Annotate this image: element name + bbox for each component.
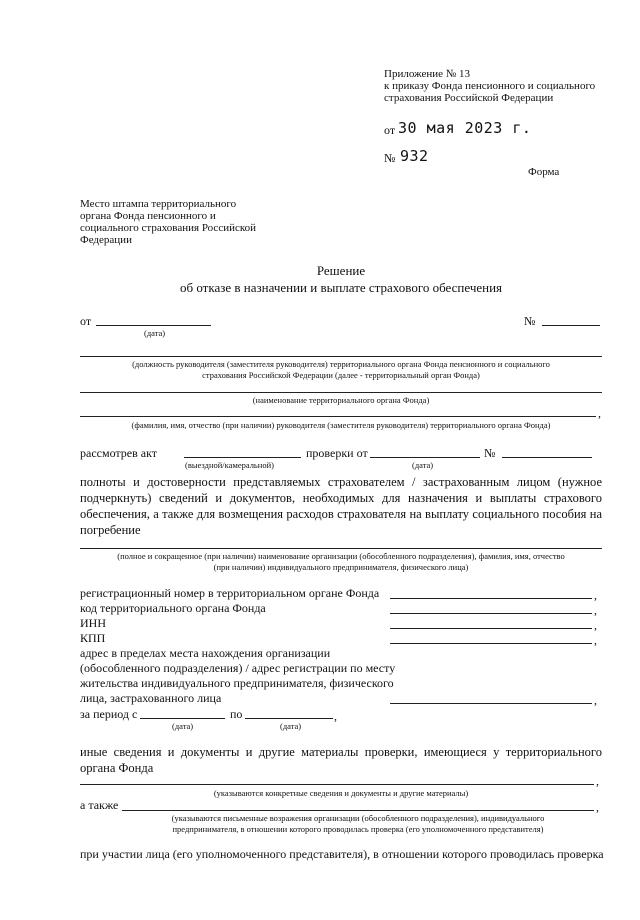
period-from-caption: (дата) bbox=[172, 721, 194, 731]
decision-date-label: от bbox=[80, 314, 92, 328]
order-date: 30 мая 2023 г. bbox=[398, 119, 532, 137]
address-label-2: (обособленного подразделения) / адрес регистрации по месту bbox=[80, 661, 396, 675]
address-label: адрес в пределах места нахождения организации bbox=[80, 646, 331, 660]
check-date-field[interactable] bbox=[370, 457, 480, 458]
appendix-number: Приложение № 13 bbox=[384, 68, 471, 80]
order-reference-2: страхования Российской Федерации bbox=[384, 92, 554, 104]
head-fio-field[interactable] bbox=[80, 416, 596, 417]
kpp-field[interactable] bbox=[390, 643, 592, 644]
participation-paragraph: при участии лица (его уполномоченного представителя), в отношении которого проводилась проверка bbox=[80, 847, 604, 861]
other-materials-caption: (указываются конкретные сведения и документы и другие материалы) bbox=[213, 788, 469, 798]
reg-number-label: регистрационный номер в территориальном органе Фонда bbox=[80, 586, 380, 600]
office-code-field[interactable] bbox=[390, 613, 592, 614]
check-date-caption: (дата) bbox=[412, 460, 434, 470]
stamp-line: социального страхования Российской bbox=[80, 222, 257, 234]
reg-number-field[interactable] bbox=[390, 598, 592, 599]
comma: , bbox=[594, 633, 597, 647]
period-from-field[interactable] bbox=[140, 718, 225, 719]
comma: , bbox=[596, 800, 599, 814]
address-label-4: лица, застрахованного лица bbox=[80, 691, 222, 705]
inn-label: ИНН bbox=[80, 616, 106, 630]
stamp-line: органа Фонда пенсионного и bbox=[80, 210, 216, 222]
decision-date-caption: (дата) bbox=[144, 328, 166, 338]
document-title: Решение bbox=[316, 263, 366, 278]
office-name-field[interactable] bbox=[80, 392, 602, 393]
order-number-prefix: № bbox=[384, 151, 396, 165]
decision-number-field[interactable] bbox=[542, 325, 600, 326]
act-type-field[interactable] bbox=[184, 457, 301, 458]
period-to-field[interactable] bbox=[245, 718, 333, 719]
comma: , bbox=[594, 693, 597, 707]
period-from-label: за период с bbox=[80, 707, 138, 721]
other-materials-field[interactable] bbox=[80, 784, 594, 785]
comma: , bbox=[334, 709, 337, 723]
comma: , bbox=[594, 588, 597, 602]
head-position-caption-2: страхования Российской Федерации (далее - территориальный орган Фонда) bbox=[202, 370, 480, 380]
decision-date-field[interactable] bbox=[96, 325, 211, 326]
decision-number-label: № bbox=[524, 314, 536, 328]
comma: , bbox=[594, 603, 597, 617]
head-position-caption: (должность руководителя (заместителя руководителя) территориального органа Фонда пенсионного и социального bbox=[132, 359, 550, 369]
organization-name-field[interactable] bbox=[80, 548, 602, 549]
comma: , bbox=[594, 618, 597, 632]
act-type-caption: (выездной/камеральной) bbox=[185, 460, 274, 470]
head-fio-caption: (фамилия, имя, отчество (при наличии) руководителя (заместителя руководителя) территориального органа Фонда) bbox=[131, 420, 551, 430]
objections-caption-2: предпринимателя, в отношении которого проводилась проверка (его уполномоченного представителя) bbox=[172, 824, 544, 834]
objections-caption: (указываются письменные возражения организации (обособленного подразделения), индивидуального bbox=[171, 813, 545, 823]
kpp-label: КПП bbox=[80, 631, 106, 645]
organization-name-caption-2: (при наличии) индивидуального предпринимателя, физического лица) bbox=[213, 562, 469, 572]
document-subtitle: об отказе в назначении и выплате страхового обеспечения bbox=[179, 280, 503, 295]
form-label: Форма bbox=[528, 166, 560, 178]
comma: , bbox=[598, 406, 601, 420]
order-date-prefix: от bbox=[384, 123, 396, 137]
also-label: а также bbox=[80, 798, 119, 812]
completeness-paragraph: полноты и достоверности представляемых страхователем / застрахованным лицом (нужное подчеркнуть) сведений и документов, необходимых для назначения и выплаты страхового обеспечения, а также для возмещения расходов страхователя на выплату социального пособия на погребение bbox=[80, 475, 602, 537]
other-materials-paragraph: иные сведения и документы и другие материалы проверки, имеющиеся у территориального органа Фонда bbox=[80, 745, 602, 775]
check-number-label: № bbox=[484, 446, 496, 460]
order-reference: к приказу Фонда пенсионного и социального bbox=[384, 80, 596, 92]
period-to-label: по bbox=[230, 707, 243, 721]
organization-name-caption: (полное и сокращенное (при наличии) наименование организации (обособленного подразделения), фамилия, имя, отчество bbox=[117, 551, 565, 561]
comma: , bbox=[596, 774, 599, 788]
review-act-label: рассмотрев акт bbox=[80, 446, 158, 460]
order-number: 932 bbox=[400, 147, 429, 165]
check-number-field[interactable] bbox=[502, 457, 592, 458]
office-code-label: код территориального органа Фонда bbox=[80, 601, 266, 615]
stamp-line: Федерации bbox=[80, 234, 132, 246]
address-field[interactable] bbox=[390, 703, 592, 704]
head-position-field[interactable] bbox=[80, 356, 602, 357]
address-label-3: жительства индивидуального предпринимателя, физического bbox=[80, 676, 394, 690]
objections-field[interactable] bbox=[122, 810, 594, 811]
office-name-caption: (наименование территориального органа Фонда) bbox=[252, 395, 430, 405]
inn-field[interactable] bbox=[390, 628, 592, 629]
stamp-line: Место штампа территориального bbox=[80, 198, 237, 210]
check-date-label: проверки от bbox=[306, 446, 368, 460]
period-to-caption: (дата) bbox=[280, 721, 302, 731]
